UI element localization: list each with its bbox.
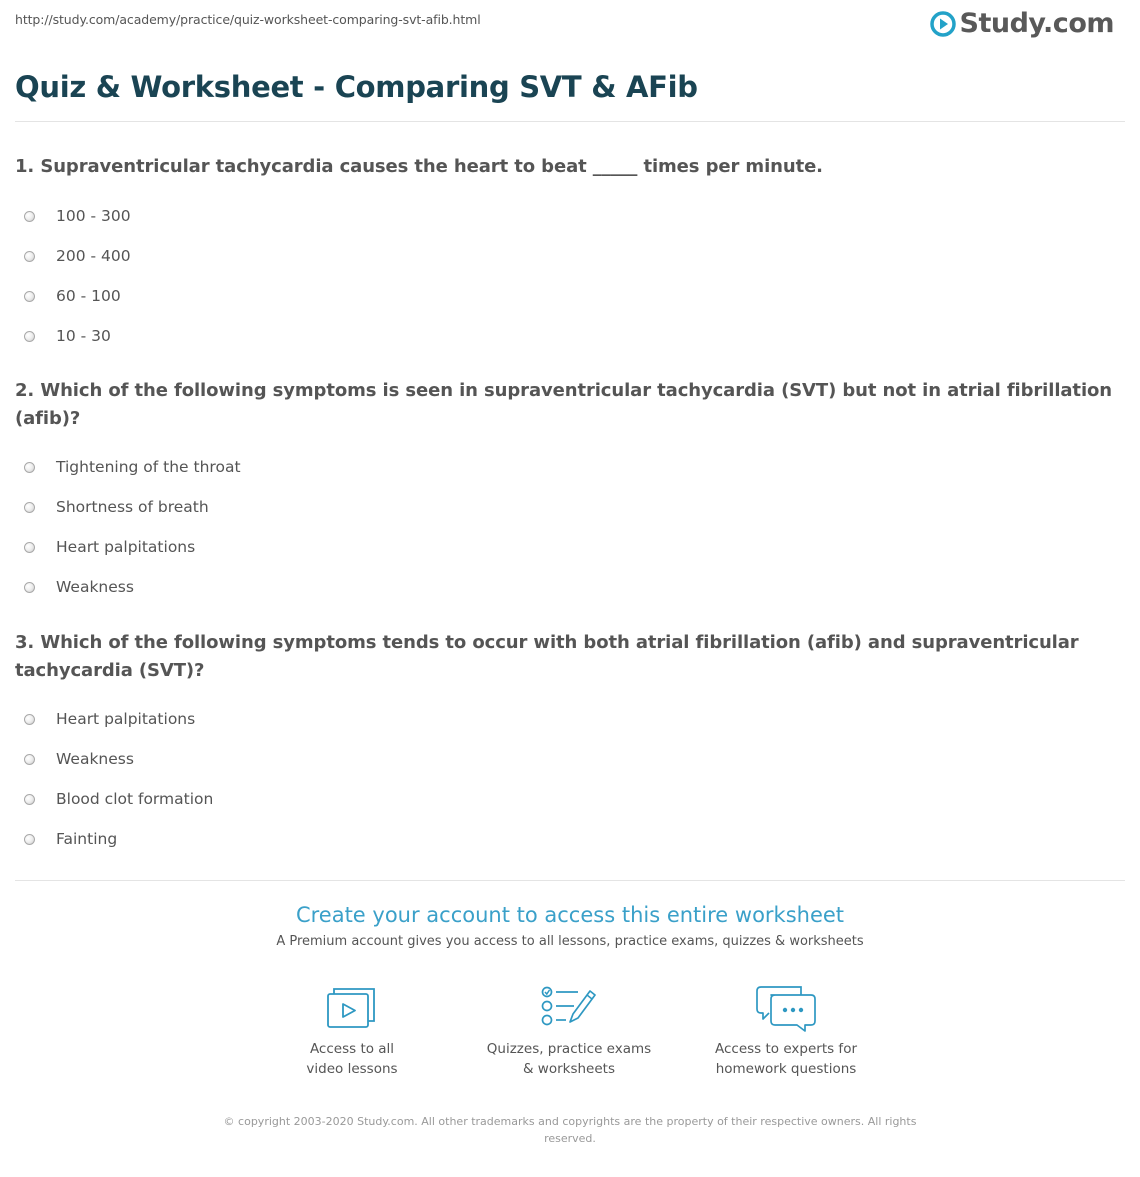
answer-option[interactable] bbox=[15, 236, 1115, 276]
radio-button[interactable] bbox=[24, 834, 35, 845]
cta-subtitle: A Premium account gives you access to all lessons, practice exams, quizzes & worksheets bbox=[276, 934, 864, 949]
feature-video-lessons bbox=[252, 985, 452, 1079]
question-text: 3. Which of the following symptoms tends to occur with both atrial fibrillation (afib) and supraventricular tachycardia (SVT)? bbox=[15, 632, 1079, 681]
radio-button[interactable] bbox=[24, 502, 35, 513]
page-title: Quiz & Worksheet - Comparing SVT & AFib bbox=[15, 70, 698, 104]
feature-quizzes bbox=[469, 985, 669, 1079]
question-1 bbox=[15, 153, 1115, 356]
answer-label: Shortness of breath bbox=[56, 498, 209, 516]
answer-options bbox=[15, 196, 1115, 356]
quiz-checklist-icon bbox=[540, 985, 598, 1029]
study-logo[interactable] bbox=[930, 8, 1114, 39]
answer-option[interactable] bbox=[15, 819, 1115, 859]
radio-button[interactable] bbox=[24, 251, 35, 262]
answer-label: 60 - 100 bbox=[56, 287, 121, 305]
radio-button[interactable] bbox=[24, 754, 35, 765]
answer-option[interactable] bbox=[15, 276, 1115, 316]
radio-button[interactable] bbox=[24, 211, 35, 222]
divider bbox=[15, 880, 1125, 881]
create-account-link[interactable]: Create your account to access this entire worksheet bbox=[295, 903, 845, 927]
radio-button[interactable] bbox=[24, 582, 35, 593]
play-circle-icon bbox=[930, 11, 956, 37]
answer-option[interactable] bbox=[15, 739, 1115, 779]
radio-button[interactable] bbox=[24, 291, 35, 302]
radio-button[interactable] bbox=[24, 794, 35, 805]
feature-label: Quizzes, practice exams & worksheets bbox=[486, 1041, 652, 1077]
question-2 bbox=[15, 377, 1115, 607]
answer-option[interactable] bbox=[15, 527, 1115, 567]
page-url: http://study.com/academy/practice/quiz-worksheet-comparing-svt-afib.html bbox=[15, 12, 481, 27]
answer-label: Heart palpitations bbox=[56, 710, 196, 728]
answer-options bbox=[15, 699, 1115, 859]
answer-option[interactable] bbox=[15, 699, 1115, 739]
divider bbox=[15, 121, 1125, 122]
answer-label: Weakness bbox=[56, 578, 134, 596]
answer-label: Heart palpitations bbox=[56, 538, 196, 556]
answer-option[interactable] bbox=[15, 316, 1115, 356]
answer-option[interactable] bbox=[15, 447, 1115, 487]
copyright-notice: © copyright 2003-2020 Study.com. All other trademarks and copyrights are the property of their respective owners. All rights reserved. bbox=[223, 1115, 917, 1145]
video-lesson-icon bbox=[326, 985, 378, 1029]
radio-button[interactable] bbox=[24, 462, 35, 473]
feature-label: Access to all video lessons bbox=[306, 1041, 398, 1077]
answer-option[interactable] bbox=[15, 196, 1115, 236]
logo-text: Study.com bbox=[959, 8, 1114, 39]
answer-label: 200 - 400 bbox=[56, 247, 131, 265]
chat-bubbles-icon bbox=[753, 985, 819, 1033]
answer-options bbox=[15, 447, 1115, 607]
answer-label: Tightening of the throat bbox=[56, 458, 241, 476]
question-text: 1. Supraventricular tachycardia causes the heart to beat _____ times per minute. bbox=[15, 156, 823, 177]
answer-option[interactable] bbox=[15, 779, 1115, 819]
answer-option[interactable] bbox=[15, 567, 1115, 607]
answer-option[interactable] bbox=[15, 487, 1115, 527]
radio-button[interactable] bbox=[24, 331, 35, 342]
answer-label: 10 - 30 bbox=[56, 327, 111, 345]
answer-label: Fainting bbox=[56, 830, 118, 848]
answer-label: 100 - 300 bbox=[56, 207, 131, 225]
radio-button[interactable] bbox=[24, 542, 35, 553]
answer-label: Blood clot formation bbox=[56, 790, 214, 808]
question-text: 2. Which of the following symptoms is seen in supraventricular tachycardia (SVT) but not in atrial fibrillation (afib)? bbox=[15, 380, 1112, 429]
answer-label: Weakness bbox=[56, 750, 134, 768]
radio-button[interactable] bbox=[24, 714, 35, 725]
feature-experts bbox=[686, 985, 886, 1079]
feature-label: Access to experts for homework questions bbox=[714, 1041, 857, 1077]
question-3 bbox=[15, 629, 1115, 859]
